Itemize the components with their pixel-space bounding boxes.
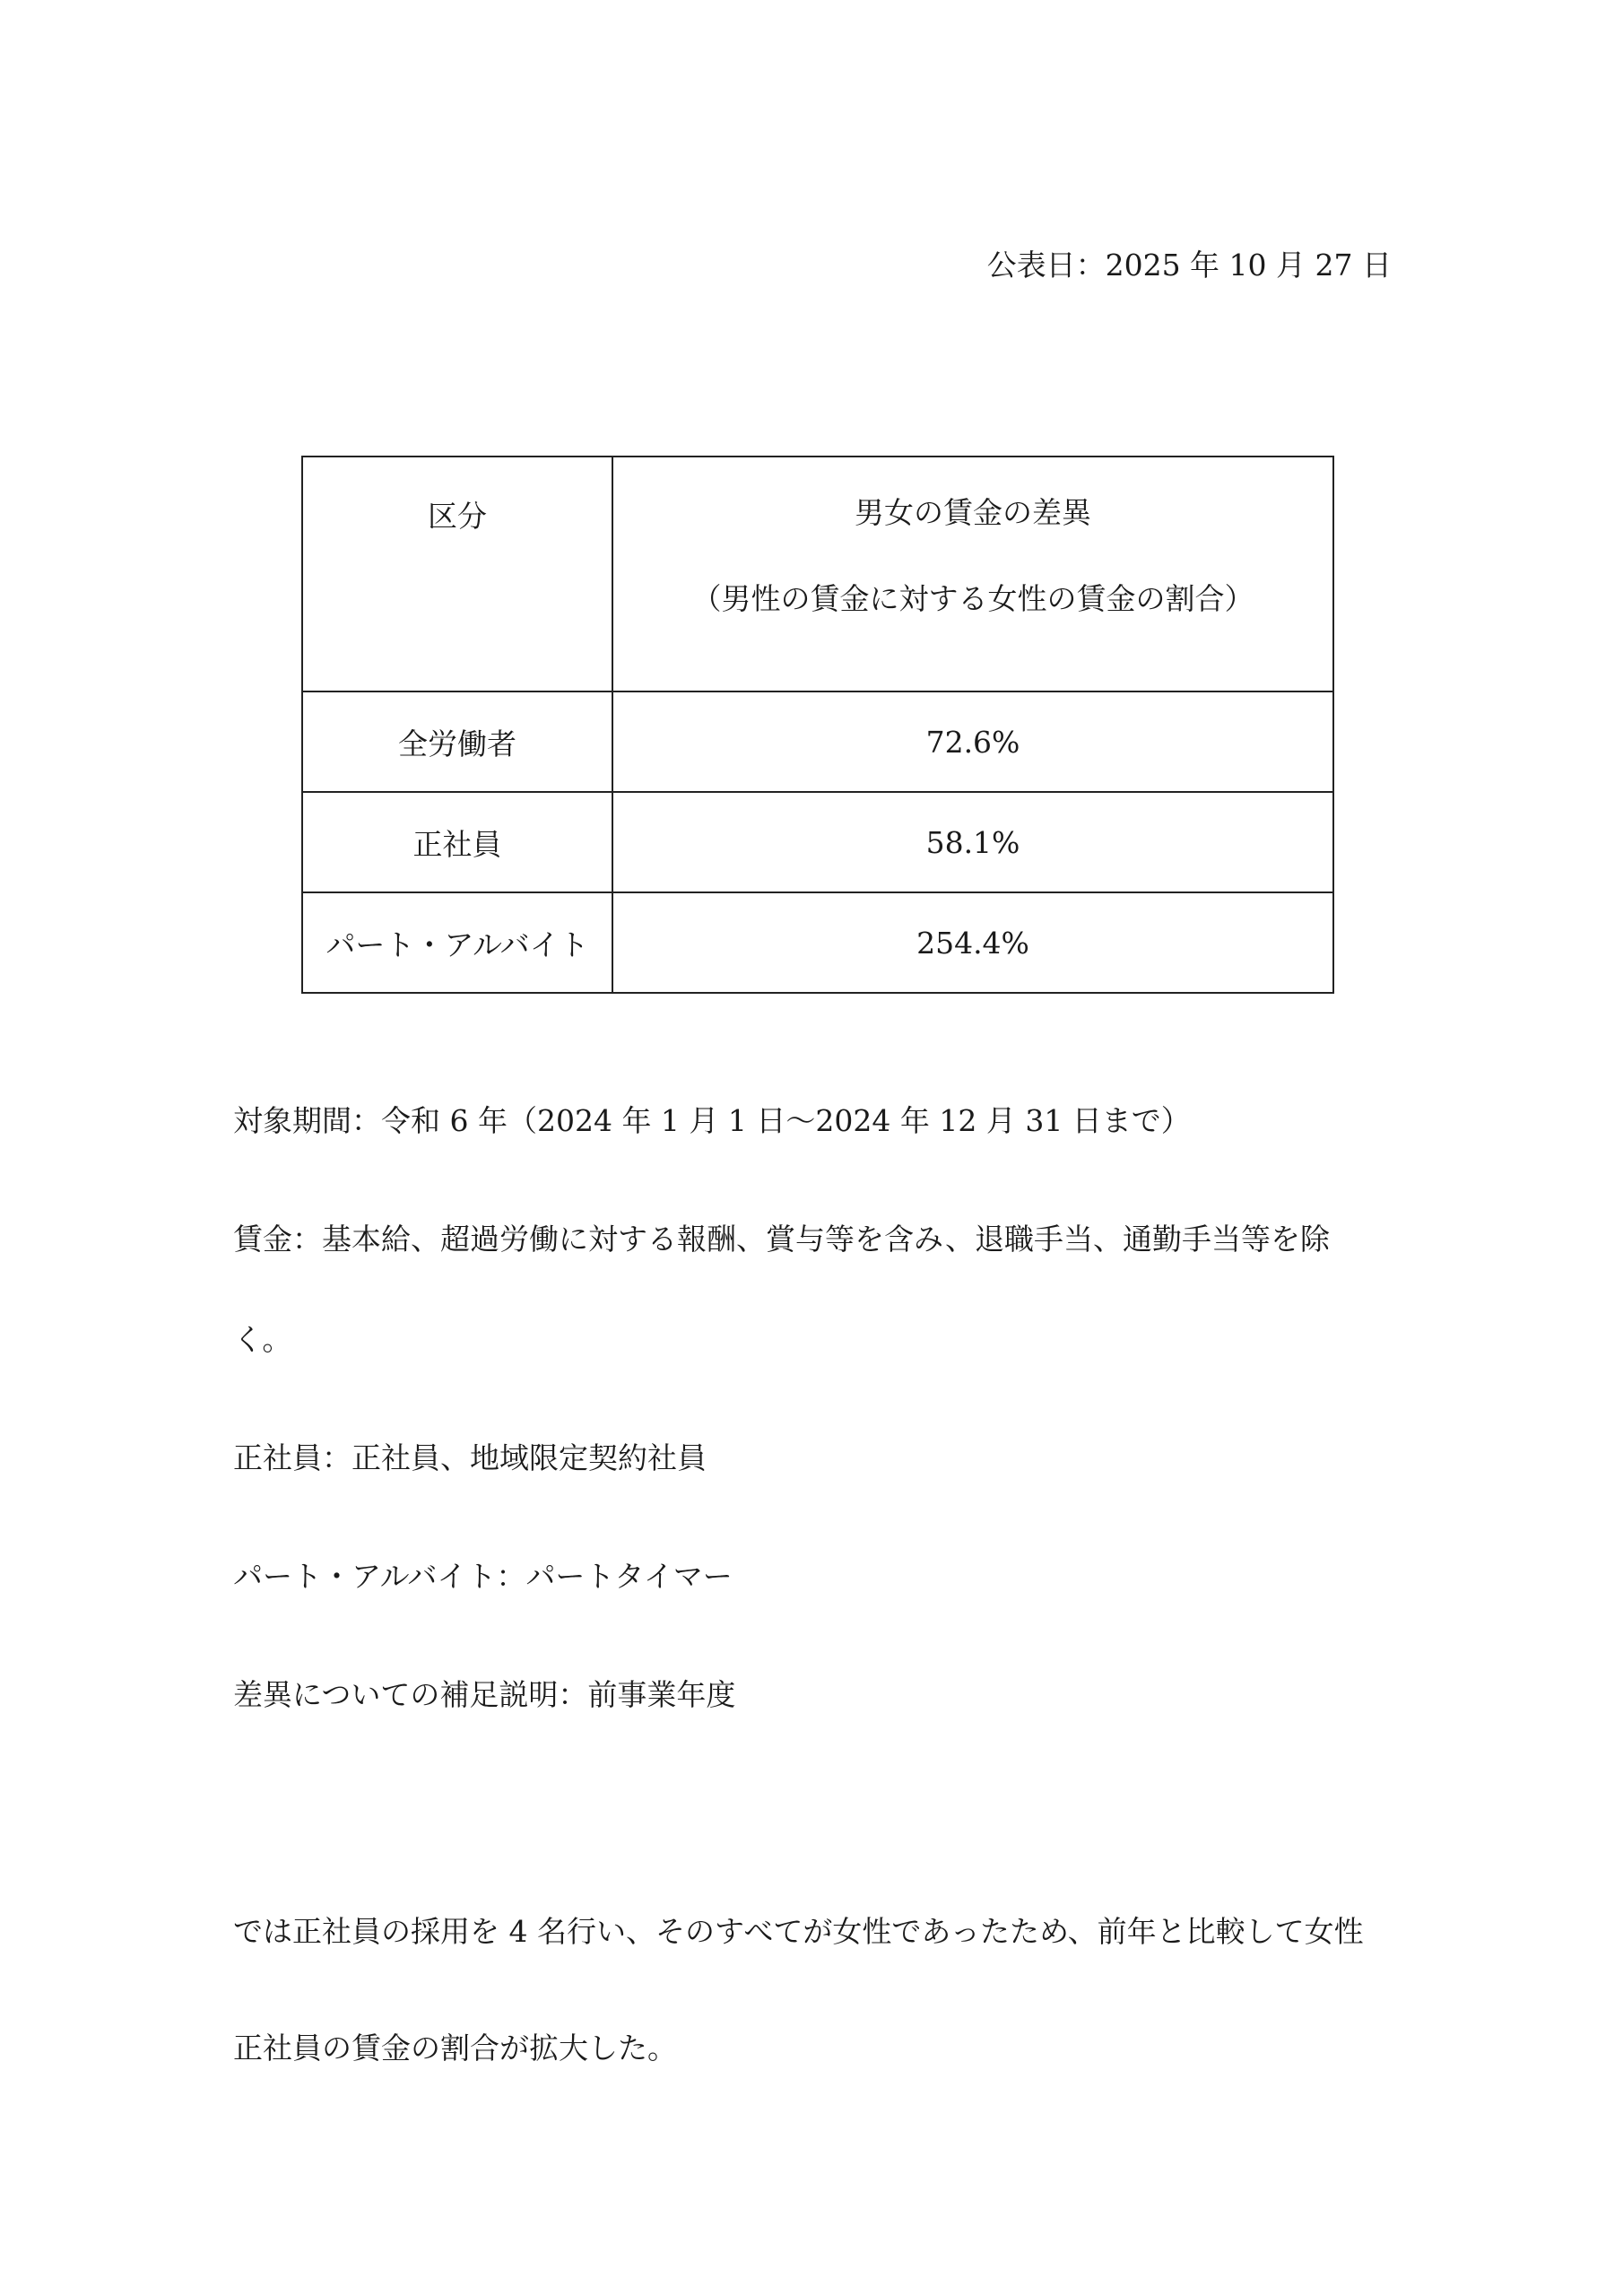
note-regular-employees: 正社員：正社員、地域限定契約社員 <box>233 1440 707 1475</box>
note-supplement-line1: では正社員の採用を 4 名行い、そのすべてが女性であったため、前年と比較して女性 <box>233 1914 1364 1949</box>
note-supplement-heading: 差異についての補足説明：前事業年度 <box>233 1677 736 1712</box>
row-category-part-time: パート・アルバイト <box>302 892 612 993</box>
row-value-all-workers: 72.6% <box>612 691 1333 792</box>
table-header-row <box>302 457 1333 691</box>
note-part-time: パート・アルバイト：パートタイマー <box>233 1559 733 1594</box>
row-value-regular-employees: 58.1% <box>612 792 1333 892</box>
table-row <box>302 792 1333 892</box>
table-row <box>302 892 1333 993</box>
row-category-all-workers: 全労働者 <box>302 691 612 792</box>
note-supplement-line2: 正社員の賃金の割合が拡大した。 <box>233 2031 677 2066</box>
row-value-part-time: 254.4% <box>612 892 1333 993</box>
header-diff-title: 男女の賃金の差異 <box>855 495 1091 530</box>
note-wage-definition: 賃金：基本給、超過労働に対する報酬、賞与等を含み、退職手当、通勤手当等を除 <box>233 1222 1330 1257</box>
note-target-period: 対象期間：令和 6 年（2024 年 1 月 1 日～2024 年 12 月 31 日まで） <box>233 1103 1191 1138</box>
wage-gap-table <box>301 456 1334 994</box>
header-category: 区分 <box>302 457 612 691</box>
publication-date: 公表日：2025 年 10 月 27 日 <box>986 248 1392 283</box>
table-row <box>302 691 1333 792</box>
row-category-regular-employees: 正社員 <box>302 792 612 892</box>
note-wage-definition-cont: く。 <box>233 1322 292 1357</box>
header-diff-subtitle: （男性の賃金に対する女性の賃金の割合） <box>691 581 1254 616</box>
header-wage-difference <box>612 457 1333 691</box>
